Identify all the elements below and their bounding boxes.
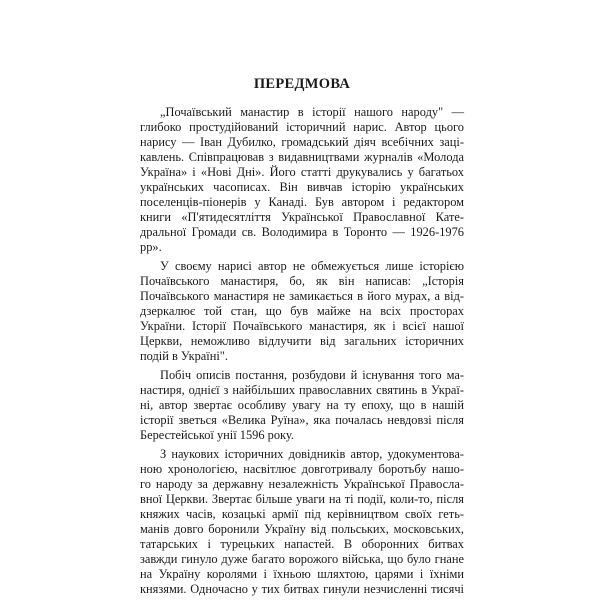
text-line: татарських і турецьких напастей. В оборонних битвах xyxy=(140,537,464,551)
text-line: Побіч описів постання, розбудови й існування того ма- xyxy=(160,368,464,382)
text-line: „Почаївський манастир в історії нашого народу" — xyxy=(160,105,464,119)
text-line: завжди гинуло дуже багато ворожого війська, що було гнане xyxy=(140,552,464,566)
text-line: настиря, однієї з найбільших православних святинь в Украї- xyxy=(140,383,464,397)
text-line: рр». xyxy=(140,240,162,254)
text-line: на Україну королями і їхньою шляхтою, царями і їхніми xyxy=(140,567,464,581)
paragraph-1 xyxy=(140,105,464,255)
text-line: Церкви, неможливо відлучити від загальних історичних xyxy=(140,334,464,348)
text-line: ні, автор звертає особливу увагу на ту епоху, що в нашій xyxy=(140,398,464,412)
text-line: З наукових історичних довідників автор, удокументова- xyxy=(160,447,464,461)
text-line: подій в Україні". xyxy=(140,349,228,363)
text-line: манів довго боронили Україну від польських, московських, xyxy=(140,522,464,536)
text-line: кавлень. Співпрацював з видавництвами журналів «Молода xyxy=(140,150,464,164)
text-line: Почаївського манастиря, бо, як він написав: „Історія xyxy=(140,274,464,288)
text-line: го народу за державну незалежність Української Правосла- xyxy=(140,477,464,491)
text-line: дральної Громади св. Володимира в Торонто — 1926-1976 xyxy=(140,225,464,239)
text-line: глибоко простудійований історичний нарис. Автор цього xyxy=(140,120,464,134)
text-line: нарису — Іван Дубилко, громадський діяч всебічних заці- xyxy=(140,135,464,149)
text-line: історії зветься «Велика Руїна», яка почалась невдовзі після xyxy=(140,413,464,427)
paragraph-2 xyxy=(140,259,464,364)
text-line: ною хронологією, насвітлює довготривалу боротьбу нашо- xyxy=(140,462,464,476)
text-line: Україна» і «Нові Дні». Його статті друкувались у багатьох xyxy=(140,165,464,179)
document-page xyxy=(140,75,464,601)
text-line: У своєму нарисі автор не обмежується лише історією xyxy=(160,259,464,273)
text-line: княжих часів, козацькі армії під керівництвом своїх геть- xyxy=(140,507,464,521)
text-line: Почаївського манастиря не замикається в його мурах, а від- xyxy=(140,289,464,303)
text-line: книги «П'ятидесятліття Української Православної Кате- xyxy=(140,210,464,224)
text-line: поселенців-піонерів у Канаді. Був автором і редактором xyxy=(140,195,464,209)
text-line: вної Церкви. Звертає більше уваги на ті події, коли-то, після xyxy=(140,492,464,506)
text-line: дзеркалює той стан, що був майже на всіх просторах xyxy=(140,304,464,318)
body-text xyxy=(140,105,464,597)
text-line: України. Історії Почаївського манастиря, як і всієї нашої xyxy=(140,319,464,333)
text-line: князями. Одночасно у тих битвах гинули незчисленні тисячі xyxy=(140,582,464,596)
paragraph-3 xyxy=(140,368,464,443)
paragraph-4 xyxy=(140,447,464,597)
page-title: ПЕРЕДМОВА xyxy=(253,76,351,92)
text-line: Берестейської унії 1596 року. xyxy=(140,428,294,442)
text-line: українських часописах. Він вивчав історію українських xyxy=(140,180,464,194)
